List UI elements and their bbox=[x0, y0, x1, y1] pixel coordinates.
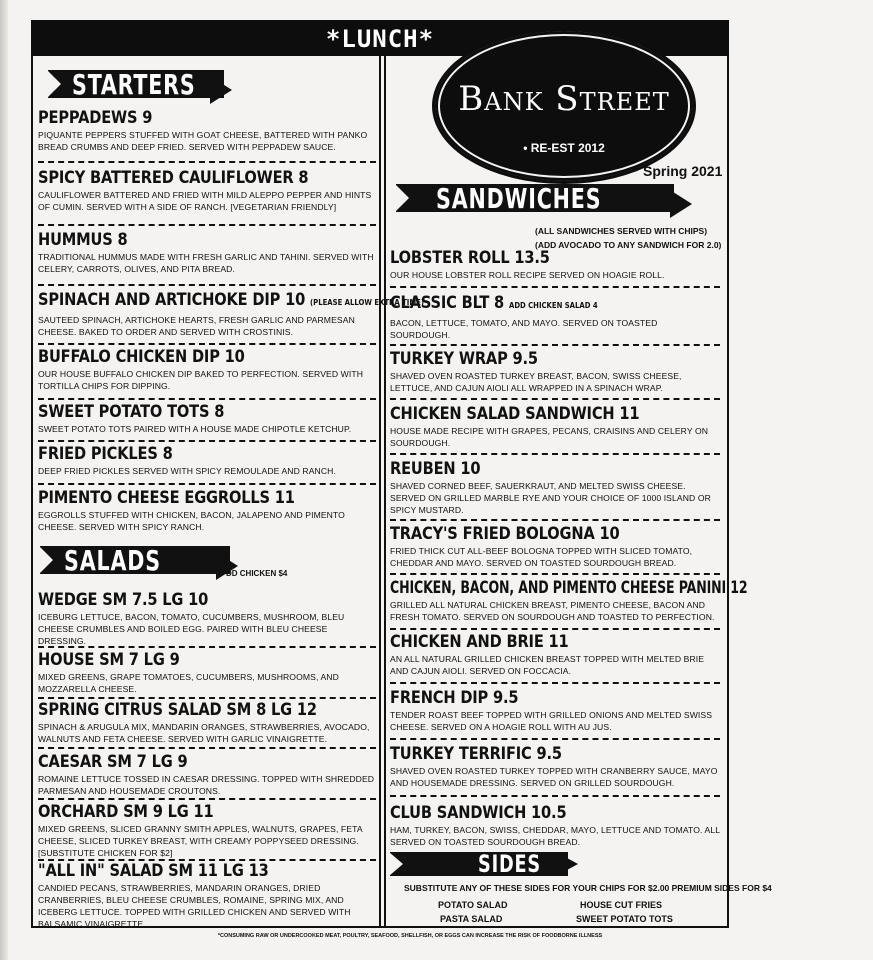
sides-heading: SIDES bbox=[478, 850, 541, 878]
list-item bbox=[390, 632, 720, 677]
list-item bbox=[390, 803, 720, 848]
item-description: MIXED GREENS, SLICED GRANNY SMITH APPLES, WALNUTS, GRAPES, FETA CHEESE, SLICED TURKEY BREAST, WITH CREAMY POPPYSEED DRESSING. [SUBSTITUTE CHICKEN FOR $2] bbox=[38, 824, 363, 858]
list-item bbox=[38, 752, 376, 797]
divider bbox=[38, 697, 376, 699]
item-name-text: SPINACH AND ARTICHOKE DIP 10 bbox=[38, 290, 306, 310]
item-description: HOUSE MADE RECIPE WITH GRAPES, PECANS, CRAISINS AND CELERY ON SOURDOUGH. bbox=[390, 426, 709, 448]
list-item bbox=[38, 590, 376, 647]
item-name: SPRING CITRUS SALAD SM 8 LG 12 bbox=[38, 700, 317, 720]
list-item bbox=[38, 168, 376, 213]
list-item: PASTA SALAD bbox=[440, 914, 503, 924]
divider bbox=[390, 573, 720, 575]
list-item bbox=[390, 744, 720, 789]
list-item bbox=[390, 688, 720, 733]
divider bbox=[390, 682, 720, 684]
item-name: TURKEY TERRIFIC 9.5 bbox=[390, 744, 562, 764]
item-description: BACON, LETTUCE, TOMATO, AND MAYO. SERVED ON TOASTED SOURDOUGH. bbox=[390, 318, 658, 340]
item-description: SHAVED OVEN ROASTED TURKEY TOPPED WITH CRANBERRY SAUCE, MAYO AND HOUSEMADE DRESSING. SERVED ON GRILLED SOURDOUGH. bbox=[390, 766, 718, 788]
item-name: CHICKEN SALAD SANDWICH 11 bbox=[390, 404, 640, 424]
list-item: SWEET POTATO TOTS bbox=[576, 914, 673, 924]
list-item bbox=[390, 248, 720, 281]
item-description: SHAVED OVEN ROASTED TURKEY BREAST, BACON, SWISS CHEESE, LETTUCE, AND CAJUN AIOLI ALL WRAPPED IN A SPINACH WRAP. bbox=[390, 371, 682, 393]
item-name: SWEET POTATO TOTS 8 bbox=[38, 402, 225, 422]
divider bbox=[38, 798, 376, 800]
item-description: OUR HOUSE LOBSTER ROLL RECIPE SERVED ON HOAGIE ROLL. bbox=[390, 270, 665, 280]
list-item bbox=[38, 802, 376, 859]
item-name: CAESAR SM 7 LG 9 bbox=[38, 752, 188, 772]
sides-banner bbox=[390, 852, 568, 880]
item-description: ROMAINE LETTUCE TOSSED IN CAESAR DRESSING. TOPPED WITH SHREDDED PARMESAN AND HOUSEMADE CROUTONS. bbox=[38, 774, 375, 796]
list-item bbox=[390, 459, 720, 516]
list-item: HOUSE CUT FRIES bbox=[580, 900, 663, 910]
item-name: HUMMUS 8 bbox=[38, 230, 128, 250]
list-item bbox=[38, 488, 376, 533]
divider bbox=[38, 224, 376, 226]
item-description: ICEBURG LETTUCE, BACON, TOMATO, CUCUMBERS, MUSHROOM, BLEU CHEESE CRUMBLES AND BOILED EGG. PAIRED WITH BLEU CHEESE DRESSING. bbox=[38, 612, 345, 646]
list-item bbox=[38, 861, 376, 930]
item-description: CANDIED PECANS, STRAWBERRIES, MANDARIN ORANGES, DRIED CRANBERRIES, BLEU CHEESE CRUMBLES, ROMAINE, SPRING MIX, AND ICEBERG LETTUCE. TOPPED WITH GRILLED CHICKEN AND SERVED WITH BALSAMIC VINAIGRETTE. bbox=[38, 883, 351, 929]
item-name: BUFFALO CHICKEN DIP 10 bbox=[38, 347, 245, 367]
salads-banner bbox=[40, 546, 230, 580]
food-safety-disclaimer: *CONSUMING RAW OR UNDERCOOKED MEAT, POULTRY, SEAFOOD, SHELLFISH, OR EGGS CAN INCREASE THE RISK OF FOODBORNE ILLNESS bbox=[217, 933, 603, 939]
page-edge bbox=[0, 0, 8, 960]
sandwiches-note-avocado: (ADD AVOCADO TO ANY SANDWICH FOR 2.0) bbox=[535, 240, 722, 250]
divider bbox=[390, 795, 720, 797]
item-name-text: CLASSIC BLT 8 bbox=[390, 293, 505, 313]
item-name: WEDGE SM 7.5 LG 10 bbox=[38, 590, 209, 610]
starters-banner bbox=[48, 70, 224, 104]
divider bbox=[390, 344, 720, 346]
list-item bbox=[390, 404, 720, 449]
item-description: SAUTEED SPINACH, ARTICHOKE HEARTS, FRESH GARLIC AND PARMESAN CHEESE. BAKED TO ORDER AND SERVED WITH CROSTINIS. bbox=[38, 315, 355, 337]
column-divider bbox=[384, 56, 386, 928]
divider bbox=[38, 284, 376, 286]
list-item bbox=[38, 650, 376, 695]
add-chicken-note: DD CHICKEN $4 bbox=[226, 569, 288, 578]
item-description: GRILLED ALL NATURAL CHICKEN BREAST, PIMENTO CHEESE, BACON AND FRESH TOMATO. SERVED ON SOURDOUGH AND TOASTED TO PERFECTION. bbox=[390, 600, 715, 622]
list-item bbox=[390, 293, 720, 341]
divider bbox=[38, 343, 376, 345]
item-description: MIXED GREENS, GRAPE TOMATOES, CUCUMBERS, MUSHROOMS, AND MOZZARELLA CHEESE. bbox=[38, 672, 339, 694]
item-name: HOUSE SM 7 LG 9 bbox=[38, 650, 180, 670]
list-item: POTATO SALAD bbox=[438, 900, 508, 910]
item-description: SPINACH & ARUGULA MIX, MANDARIN ORANGES, STRAWBERRIES, AVOCADO, WALNUTS AND FETA CHEESE. SERVED WITH GARLIC VINAIGRETTE. bbox=[38, 722, 370, 744]
divider bbox=[38, 747, 376, 749]
item-description: SWEET POTATO TOTS PAIRED WITH A HOUSE MADE CHIPOTLE KETCHUP. bbox=[38, 424, 352, 434]
sandwiches-note-chips: (ALL SANDWICHES SERVED WITH CHIPS) bbox=[535, 226, 708, 236]
list-item bbox=[38, 230, 376, 275]
item-name: PEPPADEWS 9 bbox=[38, 108, 153, 128]
list-item bbox=[390, 524, 720, 569]
item-note: (PLEASE ALLOW EXTRA TIME) bbox=[310, 298, 425, 307]
list-item bbox=[38, 347, 376, 392]
item-name: CHICKEN AND BRIE 11 bbox=[390, 632, 569, 652]
divider bbox=[390, 738, 720, 740]
menu-title: *LUNCH* bbox=[325, 25, 435, 53]
item-name: PIMENTO CHEESE EGGROLLS 11 bbox=[38, 488, 295, 508]
divider bbox=[38, 161, 376, 163]
item-name: FRIED PICKLES 8 bbox=[38, 444, 173, 464]
logo-established: • RE-EST 2012 bbox=[523, 141, 605, 155]
item-description: DEEP FRIED PICKLES SERVED WITH SPICY REMOULADE AND RANCH. bbox=[38, 466, 336, 476]
item-description: CAULIFLOWER BATTERED AND FRIED WITH MILD ALEPPO PEPPER AND HINTS OF CUMIN. SERVED WITH A SIDE OF RANCH. [VEGETARIAN FRIENDLY] bbox=[38, 190, 372, 212]
item-name: TURKEY WRAP 9.5 bbox=[390, 349, 538, 369]
item-description: TENDER ROAST BEEF TOPPED WITH GRILLED ONIONS AND MELTED SWISS CHEESE. SERVED ON A HOAGIE ROLL WITH AU JUS. bbox=[390, 710, 713, 732]
item-name: ORCHARD SM 9 LG 11 bbox=[38, 802, 214, 822]
item-description: EGGROLLS STUFFED WITH CHICKEN, BACON, JALAPENO AND PIMENTO CHEESE. SERVED WITH SPICY RANCH. bbox=[38, 510, 345, 532]
item-name: SPICY BATTERED CAULIFLOWER 8 bbox=[38, 168, 309, 188]
starters-heading: STARTERS bbox=[72, 68, 196, 101]
list-item bbox=[38, 700, 376, 745]
divider bbox=[390, 286, 720, 288]
list-item bbox=[390, 349, 720, 394]
column-divider bbox=[379, 56, 381, 928]
divider bbox=[38, 440, 376, 442]
item-note: ADD CHICKEN SALAD 4 bbox=[508, 301, 598, 310]
item-name: CHICKEN, BACON, AND PIMENTO CHEESE PANINI 12 bbox=[390, 578, 748, 598]
divider bbox=[38, 483, 376, 485]
sandwiches-heading: SANDWICHES bbox=[436, 182, 602, 215]
item-description: PIQUANTE PEPPERS STUFFED WITH GOAT CHEESE, BATTERED WITH PANKO BREAD CRUMBS AND DEEP FRIED. SERVED WITH PEPPADEW SAUCE. bbox=[38, 130, 368, 152]
list-item bbox=[38, 402, 376, 435]
divider bbox=[390, 519, 720, 521]
item-description: AN ALL NATURAL GRILLED CHICKEN BREAST TOPPED WITH MELTED BRIE AND CAJUN AIOLI. SERVED ON FOCCACIA. bbox=[390, 654, 705, 676]
item-description: FRIED THICK CUT ALL-BEEF BOLOGNA TOPPED WITH SLICED TOMATO, CHEDDAR AND MAYO. SERVED ON TOASTED SOURDOUGH BREAD. bbox=[390, 546, 693, 568]
divider bbox=[38, 646, 376, 648]
item-name: "ALL IN" SALAD SM 11 LG 13 bbox=[38, 861, 269, 881]
divider bbox=[390, 398, 720, 400]
salads-heading: SALADS bbox=[64, 544, 161, 577]
item-name: LOBSTER ROLL 13.5 bbox=[390, 248, 550, 268]
season-label: Spring 2021 bbox=[643, 163, 723, 179]
item-name: TRACY'S FRIED BOLOGNA 10 bbox=[390, 524, 620, 544]
bank-street-logo bbox=[432, 28, 696, 184]
list-item bbox=[38, 444, 376, 477]
sides-substitute-note: SUBSTITUTE ANY OF THESE SIDES FOR YOUR CHIPS FOR $2.00 PREMIUM SIDES FOR $4 bbox=[404, 883, 772, 893]
item-name bbox=[38, 290, 424, 313]
divider bbox=[390, 628, 720, 630]
logo-name: Bank Street bbox=[458, 79, 670, 119]
item-description: HAM, TURKEY, BACON, SWISS, CHEDDAR, MAYO, LETTUCE AND TOMATO. ALL SERVED ON TOASTED SOURDOUGH BREAD. bbox=[390, 825, 720, 847]
item-description: TRADITIONAL HUMMUS MADE WITH FRESH GARLIC AND TAHINI. SERVED WITH CELERY, CARROTS, OLIVES, AND PITA BREAD. bbox=[38, 252, 374, 274]
divider bbox=[390, 453, 720, 455]
item-name bbox=[390, 293, 598, 316]
item-name: REUBEN 10 bbox=[390, 459, 481, 479]
list-item bbox=[38, 290, 425, 338]
list-item bbox=[38, 108, 376, 153]
item-description: OUR HOUSE BUFFALO CHICKEN DIP BAKED TO PERFECTION. SERVED WITH TORTILLA CHIPS FOR DIPPING. bbox=[38, 369, 364, 391]
item-name: CLUB SANDWICH 10.5 bbox=[390, 803, 567, 823]
divider bbox=[38, 398, 376, 400]
item-name: FRENCH DIP 9.5 bbox=[390, 688, 519, 708]
item-description: SHAVED CORNED BEEF, SAUERKRAUT, AND MELTED SWISS CHEESE. SERVED ON GRILLED MARBLE RYE AND YOUR CHOICE OF 1000 ISLAND OR SPICY MUSTARD. bbox=[390, 481, 711, 515]
list-item bbox=[390, 578, 748, 623]
sandwiches-banner bbox=[396, 184, 674, 218]
